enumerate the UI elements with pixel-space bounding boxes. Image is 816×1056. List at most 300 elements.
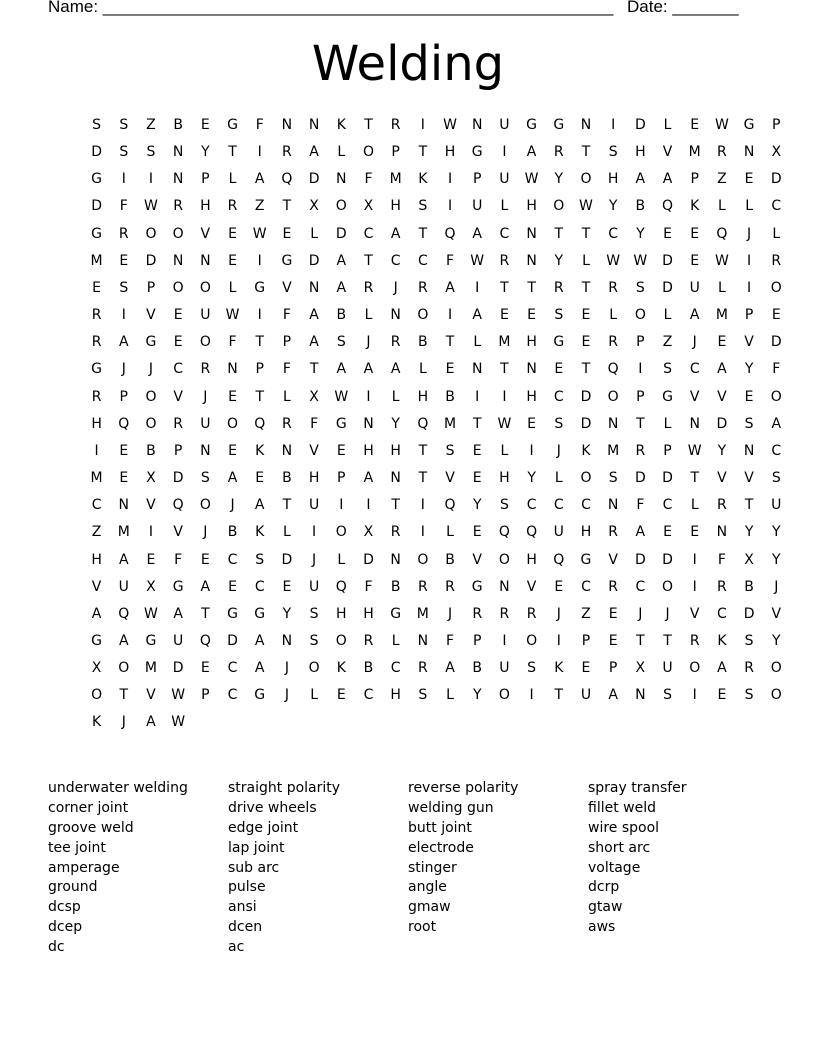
grid-letter: O [199, 334, 211, 351]
grid-letter: G [91, 632, 103, 649]
grid-letter: V [173, 524, 183, 541]
grid-letter: Y [772, 551, 781, 568]
grid-letter: D [363, 551, 374, 568]
grid-letter: I [447, 307, 453, 324]
grid-letter: H [363, 605, 374, 622]
grid-letter: I [420, 497, 425, 514]
word-list-item: dcsp [48, 899, 81, 916]
grid-letter: B [445, 388, 455, 405]
grid-letter: K [255, 442, 265, 459]
grid-letter: Q [662, 198, 674, 215]
grid-letter: I [447, 198, 453, 215]
word-list-item: voltage [588, 859, 641, 876]
grid-letter: R [635, 442, 646, 459]
grid-letter: V [717, 388, 727, 405]
grid-letter: P [772, 117, 781, 133]
grid-letter: T [119, 687, 129, 704]
grid-letter: R [744, 660, 754, 677]
grid-letter: L [609, 307, 618, 324]
grid-letter: T [255, 388, 264, 405]
grid-letter: L [446, 524, 454, 541]
grid-letter: L [283, 388, 291, 405]
grid-letter: I [502, 632, 507, 649]
grid-letter: W [714, 252, 729, 269]
grid-letter: J [284, 687, 289, 704]
grid-letter: B [635, 198, 646, 215]
grid-letter: V [744, 470, 754, 487]
grid-letter: R [608, 524, 619, 541]
grid-letter: U [662, 660, 673, 677]
grid-letter: D [281, 551, 293, 568]
grid-letter: D [743, 605, 755, 622]
grid-letter: J [148, 361, 154, 378]
grid-letter: I [692, 687, 697, 704]
grid-letter: I [692, 578, 697, 595]
grid-letter: Y [772, 632, 781, 649]
grid-letter: S [119, 279, 129, 296]
grid-letter: X [635, 660, 646, 677]
grid-letter: G [145, 632, 157, 649]
grid-letter: E [771, 307, 781, 324]
grid-letter: T [636, 415, 645, 432]
grid-letter: W [714, 117, 729, 133]
grid-letter: E [690, 252, 700, 269]
grid-letter: P [472, 171, 482, 188]
grid-letter: O [662, 578, 674, 595]
grid-letter: O [770, 279, 782, 296]
grid-letter: G [471, 578, 483, 595]
grid-letter: R [771, 252, 782, 269]
word-list-item: lap joint [228, 839, 285, 856]
grid-letter: L [337, 551, 346, 568]
grid-letter: A [118, 334, 129, 351]
grid-letter: Q [607, 361, 619, 378]
grid-letter: Y [772, 524, 781, 541]
grid-letter: J [203, 388, 208, 405]
grid-letter: Z [662, 334, 673, 351]
grid-letter: R [499, 605, 510, 622]
grid-letter: V [608, 551, 618, 568]
grid-letter: O [362, 144, 374, 161]
grid-letter: R [200, 361, 211, 378]
grid-letter: T [500, 361, 509, 378]
grid-letter: G [91, 171, 103, 188]
grid-letter: L [228, 171, 237, 188]
grid-letter: W [144, 605, 158, 622]
grid-letter: T [581, 225, 591, 242]
grid-letter: S [771, 470, 781, 487]
grid-letter: M [688, 144, 701, 161]
grid-letter: D [308, 252, 320, 269]
grid-letter: S [663, 361, 672, 378]
grid-letter: J [366, 334, 371, 351]
grid-letter: C [717, 605, 727, 622]
grid-letter: N [635, 687, 646, 704]
grid-letter: R [390, 334, 401, 351]
grid-letter: L [228, 279, 237, 296]
grid-letter: Q [716, 225, 728, 242]
grid-letter: V [91, 578, 102, 595]
grid-letter: G [743, 117, 755, 133]
grid-letter: P [581, 632, 591, 649]
grid-letter: S [309, 632, 319, 649]
grid-letter: U [580, 687, 592, 704]
grid-letter: G [254, 605, 266, 622]
grid-letter: E [717, 334, 727, 351]
grid-letter: I [747, 279, 752, 296]
grid-letter: Q [335, 578, 347, 595]
grid-letter: I [502, 144, 507, 161]
grid-letter: S [119, 144, 129, 161]
grid-letter: N [471, 361, 483, 378]
grid-letter: U [553, 524, 564, 541]
grid-letter: P [690, 171, 699, 188]
grid-letter: H [417, 388, 429, 405]
grid-letter: F [282, 361, 291, 378]
grid-letter: D [580, 415, 592, 432]
word-list-item: angle [408, 879, 447, 896]
grid-letter: L [554, 470, 563, 487]
grid-letter: N [227, 361, 238, 378]
grid-letter: V [309, 442, 319, 459]
grid-letter: A [717, 660, 727, 677]
word-list-item: ac [228, 939, 245, 956]
word-list-item: groove weld [48, 819, 134, 836]
grid-letter: C [581, 578, 591, 595]
grid-letter: T [391, 497, 400, 514]
grid-letter: R [553, 144, 564, 161]
grid-letter: E [663, 524, 672, 541]
grid-letter: N [526, 252, 537, 269]
grid-letter: O [607, 388, 619, 405]
grid-letter: E [690, 524, 700, 541]
grid-letter: L [337, 144, 346, 161]
grid-letter: O [199, 279, 211, 296]
grid-letter: I [502, 388, 507, 405]
word-list-item: welding gun [408, 799, 494, 816]
grid-letter: E [472, 470, 482, 487]
grid-letter: R [91, 334, 102, 351]
grid-letter: V [282, 279, 292, 296]
grid-letter: Q [118, 415, 130, 432]
grid-letter: S [418, 198, 428, 215]
grid-letter: P [282, 334, 292, 351]
grid-letter: D [634, 117, 646, 133]
grid-letter: E [472, 442, 482, 459]
grid-letter: T [636, 632, 645, 649]
grid-letter: H [390, 198, 401, 215]
grid-letter: E [663, 225, 672, 242]
grid-letter: L [663, 117, 672, 133]
grid-letter: W [252, 225, 267, 242]
word-list-item: pulse [228, 879, 266, 896]
grid-letter: L [446, 687, 454, 704]
grid-letter: J [393, 279, 398, 296]
grid-letter: R [608, 334, 619, 351]
grid-letter: E [92, 279, 102, 296]
grid-letter: Y [636, 225, 645, 242]
word-list-item: dcep [48, 919, 83, 936]
grid-letter: E [527, 307, 537, 324]
grid-letter: Q [553, 551, 565, 568]
puzzle-title: Welding [311, 36, 505, 92]
grid-letter: K [255, 524, 265, 541]
grid-letter: U [118, 578, 129, 595]
word-list-item: dcen [228, 919, 263, 936]
grid-letter: N [281, 117, 293, 133]
word-list-item: tee joint [48, 839, 106, 856]
grid-letter: R [499, 252, 510, 269]
grid-letter: N [743, 442, 755, 459]
grid-letter: I [148, 524, 154, 541]
grid-letter: G [662, 388, 673, 405]
grid-letter: T [744, 497, 754, 514]
word-list [48, 779, 768, 958]
grid-letter: H [308, 470, 320, 487]
grid-letter: M [715, 307, 728, 324]
grid-letter: L [718, 279, 726, 296]
grid-letter: W [443, 117, 457, 133]
grid-letter: R [282, 144, 292, 161]
grid-letter: O [199, 497, 211, 514]
grid-letter: C [254, 578, 265, 595]
grid-letter: T [418, 225, 428, 242]
grid-letter: W [524, 171, 539, 188]
grid-letter: C [363, 687, 374, 704]
grid-letter: R [526, 605, 537, 622]
grid-letter: H [580, 524, 592, 541]
grid-letter: D [634, 470, 646, 487]
grid-letter: W [171, 714, 186, 731]
grid-letter: S [554, 415, 564, 432]
grid-letter: X [363, 198, 374, 215]
grid-letter: E [282, 225, 292, 242]
grid-letter: T [472, 415, 482, 432]
grid-letter: E [200, 551, 210, 568]
grid-letter: G [145, 334, 157, 351]
grid-letter: L [473, 334, 482, 351]
grid-letter: V [445, 470, 455, 487]
grid-letter: C [689, 361, 700, 378]
grid-letter: B [390, 578, 401, 595]
grid-letter: D [145, 252, 157, 269]
grid-letter: S [744, 415, 754, 432]
grid-letter: T [581, 361, 591, 378]
grid-letter: S [608, 470, 618, 487]
grid-letter: T [500, 279, 509, 296]
grid-letter: D [716, 415, 728, 432]
grid-letter: R [173, 415, 184, 432]
grid-letter: A [526, 144, 537, 161]
grid-letter: C [526, 497, 537, 514]
grid-letter: E [744, 388, 754, 405]
grid-letter: E [336, 687, 346, 704]
grid-letter: E [173, 334, 183, 351]
grid-letter: A [390, 225, 401, 242]
grid-letter: F [282, 307, 291, 324]
grid-letter: L [500, 442, 509, 459]
grid-letter: F [717, 551, 726, 568]
grid-letter: X [744, 551, 754, 568]
grid-letter: C [173, 361, 184, 378]
grid-letter: S [744, 632, 754, 649]
grid-letter: G [526, 117, 538, 133]
grid-letter: H [390, 442, 401, 459]
grid-letter: V [146, 687, 156, 704]
grid-letter: I [366, 388, 371, 405]
grid-letter: A [309, 307, 319, 324]
grid-letter: C [635, 578, 646, 595]
grid-letter: A [254, 497, 265, 514]
grid-letter: K [581, 442, 591, 459]
grid-letter: N [580, 117, 592, 133]
grid-letter: T [445, 334, 455, 351]
grid-letter: F [228, 334, 237, 351]
word-list-item: dc [48, 939, 65, 956]
grid-letter: J [692, 334, 697, 351]
grid-letter: R [608, 578, 619, 595]
grid-letter: Q [444, 225, 456, 242]
grid-letter: V [200, 225, 211, 242]
grid-letter: A [363, 361, 374, 378]
grid-letter: I [257, 252, 262, 269]
grid-letter: I [257, 144, 262, 161]
word-list-item: gtaw [588, 899, 623, 916]
grid-letter: N [390, 307, 401, 324]
grid-letter: S [527, 660, 537, 677]
grid-letter: A [445, 279, 455, 296]
grid-letter: A [689, 307, 700, 324]
grid-letter: A [254, 171, 265, 188]
grid-letter: B [336, 307, 347, 324]
grid-letter: I [529, 442, 534, 459]
grid-letter: S [554, 307, 564, 324]
grid-letter: Y [201, 144, 210, 161]
grid-letter: U [499, 660, 510, 677]
grid-letter: F [364, 578, 373, 595]
grid-letter: D [227, 632, 238, 649]
grid-letter: B [227, 524, 238, 541]
grid-letter: E [744, 171, 754, 188]
grid-letter: B [173, 117, 183, 133]
grid-letter: Y [472, 687, 482, 704]
grid-letter: E [146, 551, 156, 568]
grid-letter: S [336, 334, 346, 351]
grid-letter: T [418, 144, 428, 161]
grid-letter: E [554, 578, 564, 595]
grid-letter: C [771, 442, 782, 459]
grid-letter: L [310, 225, 318, 242]
grid-letter: L [582, 252, 590, 269]
grid-letter: H [336, 605, 347, 622]
grid-letter: X [309, 388, 319, 405]
grid-letter: N [607, 415, 619, 432]
grid-letter: J [665, 605, 670, 622]
grid-letter: L [418, 361, 427, 378]
grid-letter: W [470, 252, 485, 269]
grid-letter: M [443, 415, 457, 432]
grid-letter: F [255, 117, 264, 133]
grid-letter: T [581, 279, 591, 296]
grid-letter: E [228, 225, 237, 242]
grid-letter: C [390, 660, 401, 677]
grid-letter: D [770, 171, 782, 188]
grid-letter: A [472, 307, 482, 324]
grid-letter: U [499, 171, 510, 188]
grid-letter: A [200, 578, 211, 595]
grid-letter: C [771, 198, 782, 215]
grid-letter: C [91, 497, 102, 514]
grid-letter: K [418, 171, 428, 188]
grid-letter: D [335, 225, 347, 242]
grid-letter: N [716, 524, 728, 541]
grid-letter: G [254, 687, 266, 704]
grid-letter: H [526, 551, 537, 568]
grid-letter: V [662, 144, 673, 161]
grid-letter: I [529, 687, 534, 704]
grid-letter: F [310, 415, 319, 432]
grid-letter: L [718, 198, 726, 215]
grid-letter: C [662, 497, 673, 514]
grid-letter: E [690, 225, 700, 242]
grid-letter: L [391, 388, 400, 405]
grid-letter: O [335, 198, 347, 215]
grid-letter: T [418, 442, 428, 459]
grid-letter: R [417, 660, 428, 677]
grid-letter: N [607, 497, 619, 514]
grid-letter: D [662, 252, 673, 269]
grid-letter: L [663, 307, 672, 324]
grid-letter: Y [472, 497, 482, 514]
grid-letter: Q [281, 171, 293, 188]
grid-letter: S [200, 470, 210, 487]
grid-letter: I [447, 171, 453, 188]
grid-letter: T [554, 687, 564, 704]
grid-letter: O [91, 687, 103, 704]
grid-letter: Z [581, 605, 591, 622]
grid-letter: A [146, 714, 156, 731]
grid-letter: O [335, 524, 347, 541]
grid-letter: K [690, 198, 700, 215]
grid-letter: D [580, 388, 592, 405]
grid-letter: J [638, 605, 643, 622]
grid-letter: A [771, 415, 782, 432]
grid-letter: Y [554, 171, 564, 188]
grid-letter: M [144, 660, 158, 677]
grid-letter: H [499, 470, 510, 487]
grid-letter: Z [146, 117, 156, 133]
word-list-item: stinger [408, 859, 457, 876]
word-list-item: short arc [588, 839, 651, 856]
grid-letter: H [390, 687, 401, 704]
grid-letter: R [553, 279, 564, 296]
grid-letter: L [391, 632, 400, 649]
grid-letter: U [689, 279, 700, 296]
grid-letter: N [200, 442, 211, 459]
grid-letter: N [417, 632, 429, 649]
grid-letter: J [556, 605, 561, 622]
grid-letter: S [92, 117, 102, 133]
grid-letter: M [117, 524, 130, 541]
grid-letter: L [772, 225, 781, 242]
grid-letter: I [121, 307, 126, 324]
grid-letter: P [173, 442, 183, 459]
grid-letter: P [391, 144, 400, 161]
grid-letter: N [200, 252, 211, 269]
grid-letter: T [690, 470, 699, 487]
grid-letter: D [91, 198, 102, 215]
grid-letter: A [635, 171, 646, 188]
